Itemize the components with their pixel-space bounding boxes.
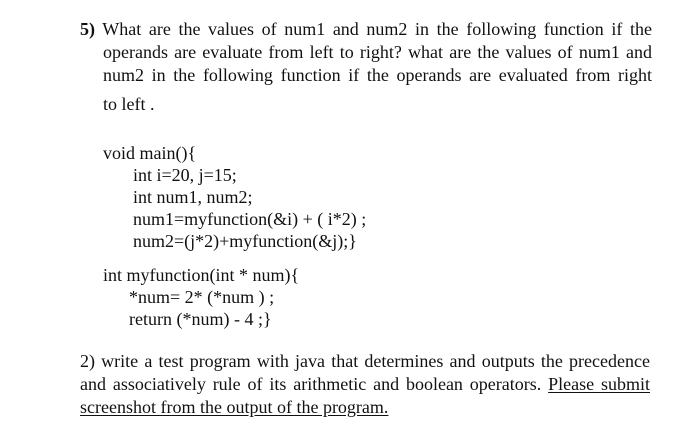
code-main-line-3: num1=myfunction(&i) + ( i*2) ; [133, 209, 367, 229]
question-5 [80, 18, 652, 116]
question-5-line-4: to left . [103, 94, 155, 114]
question-5-number: 5) [80, 19, 95, 39]
code-main-line-1: int i=20, j=15; [133, 165, 237, 185]
question-5-line-3: num2 in the following function if the operands are evaluated from right [103, 65, 652, 85]
code-block-main [103, 142, 366, 252]
question-5-text-1: What are the values of num1 and num2 in the following function if the [102, 19, 652, 39]
question-2-line-2 [80, 373, 650, 396]
code-function-line-2: return (*num) - 4 ;} [129, 309, 272, 329]
question-5-line-1 [80, 18, 652, 41]
question-2 [80, 350, 650, 419]
code-main-line-4: num2=(j*2)+myfunction(&j);} [133, 231, 357, 251]
question-2-line-3 [80, 396, 650, 419]
question-2-submit-underlined: Please submit [548, 374, 651, 394]
question-5-line-2: operands are evaluate from left to right? what are the values of num1 and [103, 42, 652, 62]
code-function-header: int myfunction(int * num){ [103, 265, 300, 285]
question-2-line-1: 2) write a test program with java that determines and outputs the precedence [80, 351, 650, 371]
code-main-line-2: int num1, num2; [133, 187, 253, 207]
code-block-function [103, 264, 299, 330]
code-main-header: void main(){ [103, 143, 197, 163]
question-2-screenshot-underlined: screenshot from the output of the program. [80, 397, 389, 417]
code-function-line-1: *num= 2* (*num ) ; [129, 287, 275, 307]
question-2-line-2-plain: and associatively rule of its arithmetic and boolean operators. [80, 374, 542, 394]
